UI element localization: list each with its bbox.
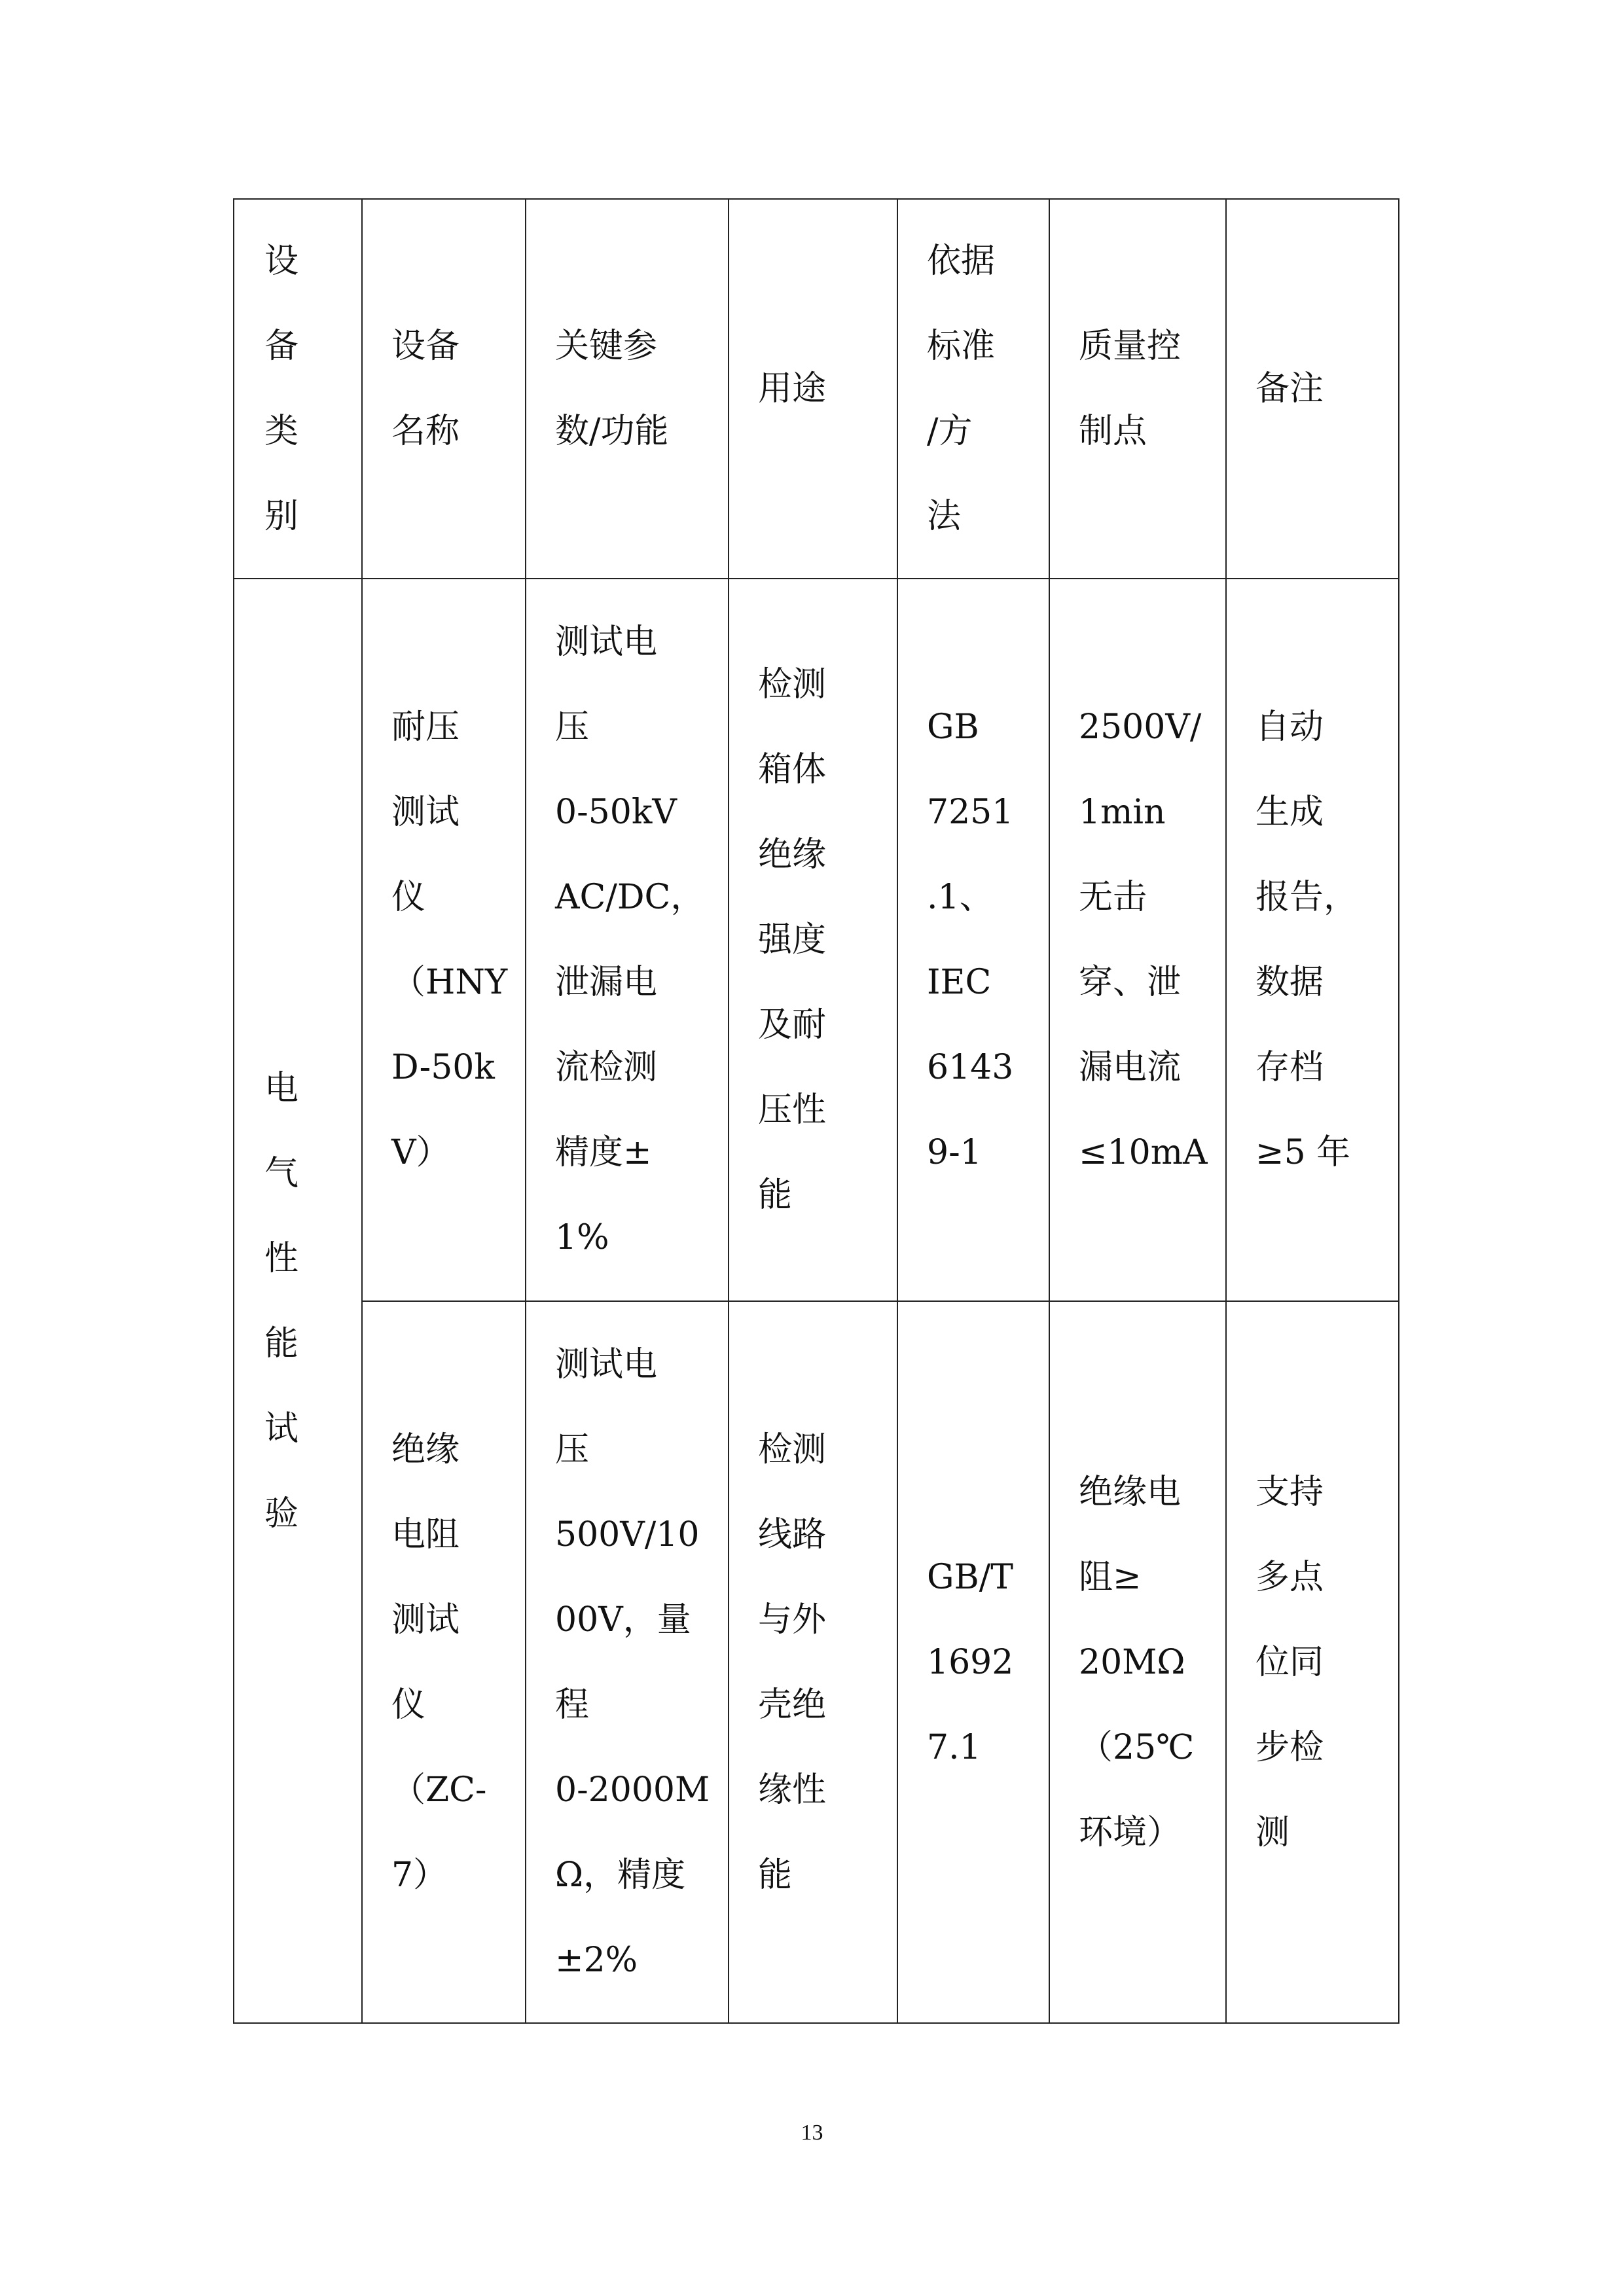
header-cell-remark: 备注 (1226, 199, 1399, 579)
remark-cell: 自动 生成 报告， 数据 存档 ≥5 年 (1226, 579, 1399, 1301)
page-number: 13 (801, 2121, 823, 2145)
table-row (234, 579, 1399, 1301)
params-cell: 测试电 压 0-50kV AC/DC， 泄漏电 流检测 精度± 1% (526, 579, 729, 1301)
header-cell-qc: 质量控 制点 (1049, 199, 1226, 579)
qc-cell: 绝缘电 阻≥ 20MΩ （25℃ 环境） (1049, 1301, 1226, 2023)
qc-cell: 2500V/ 1min 无击 穿、泄 漏电流 ≤10mA (1049, 579, 1226, 1301)
category-cell: 电 气 性 能 试 验 (234, 579, 362, 2023)
header-cell-category: 设 备 类 别 (234, 199, 362, 579)
purpose-cell: 检测 箱体 绝缘 强度 及耐 压性 能 (729, 579, 897, 1301)
header-cell-name: 设备 名称 (362, 199, 526, 579)
name-cell: 绝缘 电阻 测试 仪 （ZC- 7） (362, 1301, 526, 2023)
table-header-row (234, 199, 1399, 579)
equipment-table (233, 198, 1399, 2024)
table-row (234, 1301, 1399, 2023)
header-cell-params: 关键参 数/功能 (526, 199, 729, 579)
header-cell-purpose: 用途 (729, 199, 897, 579)
params-cell: 测试电 压 500V/10 00V，量 程 0-2000M Ω，精度 ±2% (526, 1301, 729, 2023)
standard-cell: GB 7251 .1、 IEC 6143 9-1 (897, 579, 1049, 1301)
name-cell: 耐压 测试 仪 （HNY D-50k V） (362, 579, 526, 1301)
standard-cell: GB/T 1692 7.1 (897, 1301, 1049, 2023)
remark-cell: 支持 多点 位同 步检 测 (1226, 1301, 1399, 2023)
purpose-cell: 检测 线路 与外 壳绝 缘性 能 (729, 1301, 897, 2023)
header-cell-standard: 依据 标准 /方 法 (897, 199, 1049, 579)
